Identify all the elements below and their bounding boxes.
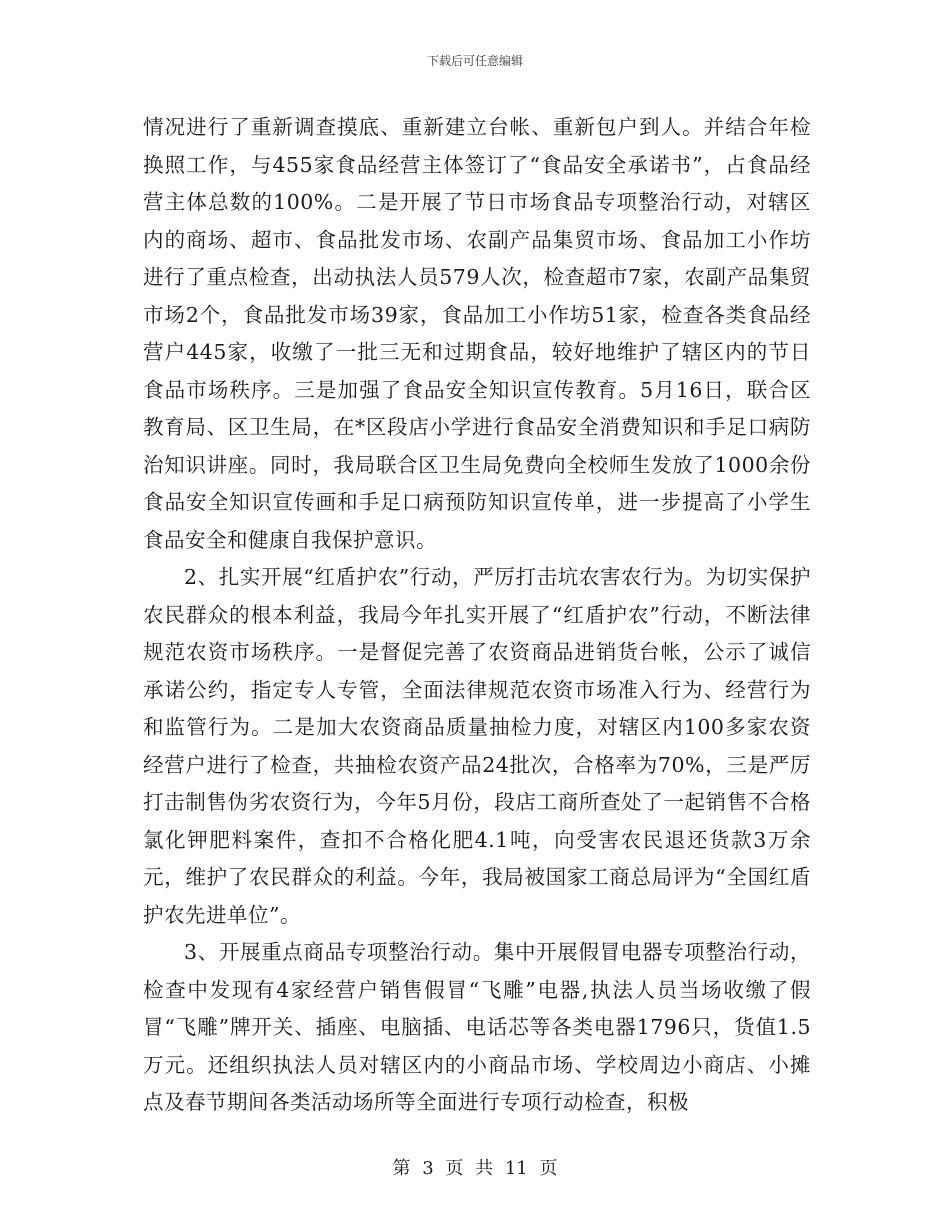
page-number: 第 3 页 共 11 页 bbox=[392, 1158, 558, 1179]
paragraph-key-goods: 3、开展重点商品专项整治行动。集中开展假冒电器专项整治行动，检查中发现有4家经营户销售假冒“飞雕”电器,执法人员当场收缴了假冒“飞雕”牌开关、插座、电脑插、电话芯等各类电器1796只，货值1.5万元。还组织执法人员对辖区内的小商品市场、学校周边小商店、小摊点及春节期间各类活动场所等全面进行专项行动检查，积极 bbox=[143, 940, 811, 1114]
page-header: 下载后可任意编辑 bbox=[426, 54, 523, 68]
paragraph-red-shield: 2、扎实开展“红盾护农”行动，严厉打击坑农害农行为。为切实保护农民群众的根本利益，我局今年扎实开展了“红盾护农”行动，不断法律规范农资市场秩序。一是督促完善了农资商品进销货台帐，公示了诚信承诺公约，指定专人专管，全面法律规范农资市场准入行为、经营行为和监管行为。二是加大农资商品质量抽检力度，对辖区内100多家农资经营户进行了检查，共抽检农资产品24批次，合格率为70%，三是严厉打击制售伪劣农资行为，今年5月份，段店工商所查处了一起销售不合格氯化钾肥料案件，查扣不合格化肥4.1吨，向受害农民退还货款3万余元，维护了农民群众的利益。今年，我局被国家工商总局评为“全国红盾护农先进单位”。 bbox=[143, 565, 811, 927]
paragraph-food-safety: 情况进行了重新调查摸底、重新建立台帐、重新包户到人。并结合年检换照工作，与455家食品经营主体签订了“食品安全承诺书”，占食品经营主体总数的100%。二是开展了节日市场食品专项整治行动，对辖区内的商场、超市、食品批发市场、农副产品集贸市场、食品加工小作坊进行了重点检查，出动执法人员579人次，检查超市7家，农副产品集贸市场2个，食品批发市场39家，食品加工小作坊51家，检查各类食品经营户445家，收缴了一批三无和过期食品，较好地维护了辖区内的节日食品市场秩序。三是加强了食品安全知识宣传教育。5月16日，联合区教育局、区卫生局，在*区段店小学进行食品安全消费知识和手足口病防治知识讲座。同时，我局联合区卫生局免费向全校师生发放了1000余份食品安全知识宣传画和手足口病预防知识宣传单，进一步提高了小学生食品安全和健康自我保护意识。 bbox=[143, 115, 811, 552]
document-body bbox=[143, 109, 811, 1122]
